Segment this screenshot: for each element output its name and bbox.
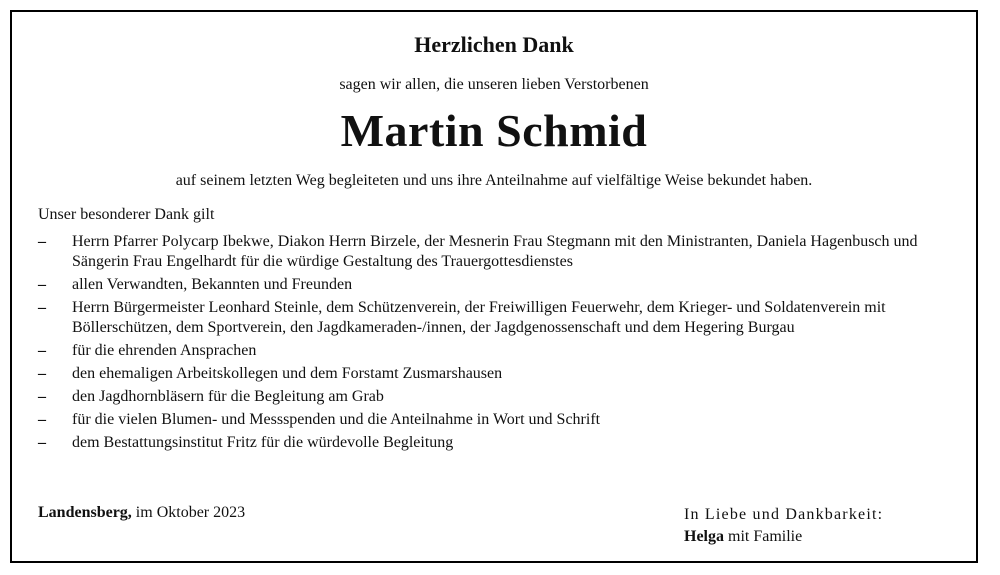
signer-name: Helga: [684, 528, 724, 545]
list-item: [38, 433, 958, 453]
list-item-text: Herrn Pfarrer Polycarp Ibekwe, Diakon Herrn Birzele, der Mesnerin Frau Stegmann mit den Ministranten, Daniela Hagenbusch und Sängerin Frau Engelhardt für die würdige Gestaltung des Trauergottesdienstes: [72, 233, 918, 270]
list-item-text: den Jagdhornbläsern für die Begleitung am Grab: [72, 388, 384, 405]
thanks-intro: Unser besonderer Dank gilt: [38, 206, 215, 223]
list-item: [38, 364, 958, 384]
place-name: Landensberg,: [38, 504, 132, 521]
list-item-text: den ehemaligen Arbeitskollegen und dem Forstamt Zusmarshausen: [72, 365, 503, 382]
dash-bullet: –: [38, 434, 46, 451]
signer-suffix: mit Familie: [728, 528, 803, 545]
dash-bullet: –: [38, 365, 46, 382]
list-item: [38, 410, 958, 430]
closing-text: In Liebe und Dankbarkeit:: [684, 506, 884, 523]
condolence-text: auf seinem letzten Weg begleiteten und uns ihre Anteilnahme auf vielfältige Weise bekundet haben.: [175, 172, 813, 189]
dash-bullet: –: [38, 388, 46, 405]
list-item: [38, 232, 958, 272]
list-item-text: dem Bestattungsinstitut Fritz für die würdevolle Begleitung: [72, 434, 454, 451]
notice-heading: Herzlichen Dank: [414, 32, 574, 57]
place-date: [38, 504, 245, 522]
dash-bullet: –: [38, 276, 46, 293]
date-text: im Oktober 2023: [135, 504, 246, 521]
deceased-name: Martin Schmid: [340, 105, 648, 156]
list-item-text: allen Verwandten, Bekannten und Freunden: [72, 276, 353, 293]
signature-block: [684, 504, 883, 548]
dash-bullet: –: [38, 342, 46, 359]
list-item-text: für die vielen Blumen- und Messspenden und die Anteilnahme in Wort und Schrift: [72, 411, 601, 428]
list-item-text: Herrn Bürgermeister Leonhard Steinle, dem Schützenverein, der Freiwilligen Feuerwehr, dem Krieger- und Soldatenverein mit Böllerschützen, dem Sportverein, den Jagdkameraden-/innen, der Jagdgenossenschaft und dem Hegering Burgau: [72, 299, 886, 336]
intro-text: sagen wir allen, die unseren lieben Verstorbenen: [339, 76, 649, 93]
list-item: [38, 341, 958, 361]
thanks-list: [38, 232, 958, 456]
signer-line: [684, 526, 883, 548]
list-item-text: für die ehrenden Ansprachen: [72, 342, 257, 359]
dash-bullet: –: [38, 411, 46, 428]
dash-bullet: –: [38, 299, 46, 316]
dash-bullet: –: [38, 233, 46, 250]
list-item: [38, 387, 958, 407]
list-item: [38, 298, 958, 338]
list-item: [38, 275, 958, 295]
obituary-notice: [10, 10, 978, 563]
